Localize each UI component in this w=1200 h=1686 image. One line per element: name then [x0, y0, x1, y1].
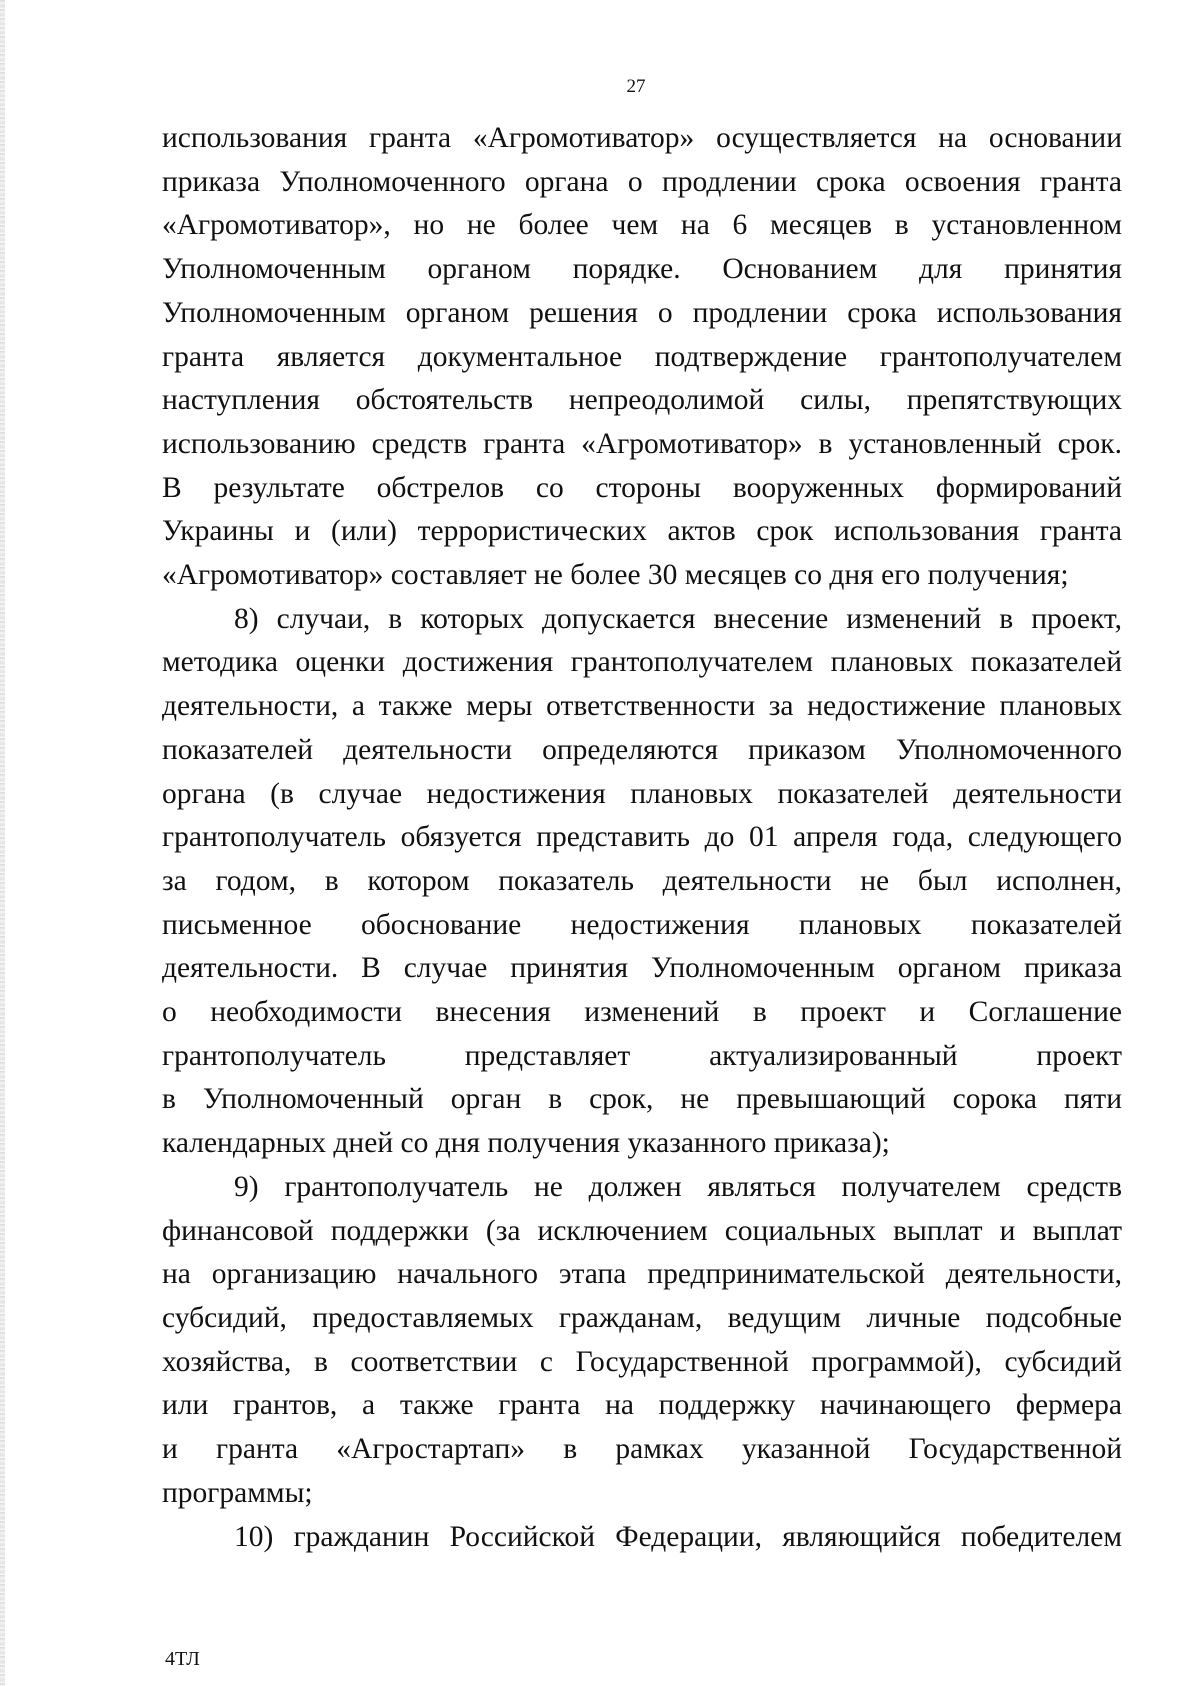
text-line: финансовой поддержки (за исключением социальных выплат и выплат [162, 1214, 1122, 1247]
text-line: органа (в случае недостижения плановых показателей деятельности [162, 777, 1122, 810]
text-line: календарных дней со дня получения указанного приказа); [162, 1127, 890, 1160]
text-line: методика оценки достижения грантополучателем плановых показателей [162, 646, 1122, 679]
text-line: В результате обстрелов со стороны вооруженных формирований [162, 471, 1122, 504]
scan-edge [0, 0, 5, 1686]
text-line: письменное обоснование недостижения плановых показателей [162, 908, 1122, 941]
text-line: программы; [162, 1476, 313, 1509]
text-line: Уполномоченным органом решения о продлении срока использования [162, 296, 1122, 329]
text-line: гранта является документальное подтверждение грантополучателем [162, 340, 1122, 373]
paragraph-10-start: 10) гражданин Российской Федерации, являющийся победителем [234, 1520, 1122, 1553]
text-line: приказа Уполномоченного органа о продлении срока освоения гранта [162, 165, 1122, 198]
text-line: «Агромотиватор», но не более чем на 6 месяцев в установленном [162, 209, 1122, 242]
text-line: наступления обстоятельств непреодолимой силы, препятствующих [162, 384, 1122, 417]
text-line: грантополучатель представляет актуализированный проект [162, 1039, 1122, 1072]
text-line: «Агромотиватор» составляет не более 30 месяцев со дня его получения; [162, 559, 1069, 592]
text-line: на организацию начального этапа предпринимательской деятельности, [162, 1258, 1122, 1291]
text-line: субсидий, предоставляемых гражданам, ведущим личные подсобные [162, 1301, 1122, 1334]
page-number: 27 [626, 76, 646, 97]
paragraph-9-start: 9) грантополучатель не должен являться получателем средств [234, 1170, 1122, 1203]
text-line: хозяйства, в соответствии с Государственной программой), субсидий [162, 1345, 1122, 1378]
text-line: использованию средств гранта «Агромотиватор» в установленный срок. [162, 427, 1122, 460]
paragraph-8-start: 8) случаи, в которых допускается внесение изменений в проект, [234, 602, 1122, 635]
text-line: и гранта «Агростартап» в рамках указанной Государственной [162, 1433, 1122, 1466]
text-line: деятельности. В случае принятия Уполномоченным органом приказа [162, 952, 1122, 985]
text-line: о необходимости внесения изменений в проект и Соглашение [162, 996, 1122, 1029]
text-line: деятельности, а также меры ответственности за недостижение плановых [162, 690, 1122, 723]
text-line: или грантов, а также гранта на поддержку начинающего фермера [162, 1389, 1122, 1422]
footer-code: 4ТЛ [165, 1648, 200, 1670]
text-line: за годом, в котором показатель деятельности не был исполнен, [162, 864, 1122, 897]
document-body [162, 117, 1122, 1559]
text-line: показателей деятельности определяются приказом Уполномоченного [162, 733, 1122, 766]
text-line: Украины и (или) террористических актов срок использования гранта [162, 515, 1122, 548]
text-line: Уполномоченным органом порядке. Основанием для принятия [162, 253, 1122, 286]
text-line: в Уполномоченный орган в срок, не превышающий сорока пяти [162, 1083, 1122, 1116]
text-line: использования гранта «Агромотиватор» осуществляется на основании [162, 122, 1122, 154]
text-line: грантополучатель обязуется представить до 01 апреля года, следующего [162, 821, 1122, 854]
